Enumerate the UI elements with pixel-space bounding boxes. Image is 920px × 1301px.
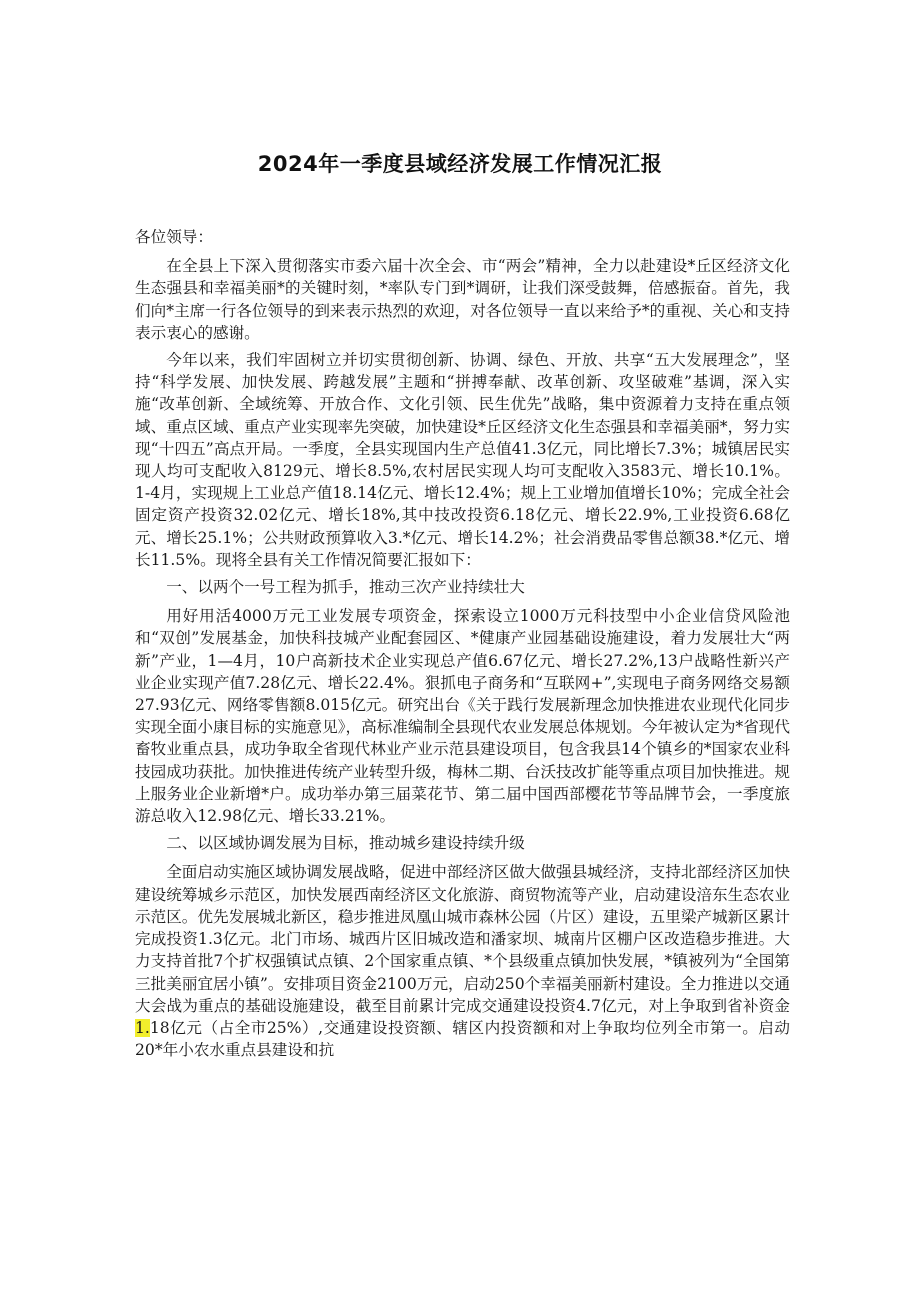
highlighted-text: 1.	[135, 1018, 150, 1037]
section1-paragraph: 用好用活4000万元工业发展专项资金，探索设立1000万元科技型中小企业信贷风险池和“双创”发展基金，加快科技城产业配套园区、*健康产业园基础设施建设，着力发展壮大“两新”产业，1—4月，10户高新技术企业实现总产值6.67亿元、增长27.2%,13户战略性新兴产业企业实现产值7.28亿元、增长22.4%。狠抓电子商务和“互联网+”,实现电子商务网络交易额27.93亿元、网络零售额8.015亿元。研究出台《关于践行发展新理念加快推进农业现代化同步实现全面小康目标的实施意见》，高标准编制全县现代农业发展总体规划。今年被认定为*省现代畜牧业重点县，成功争取全省现代林业产业示范县建设项目，包含我县14个镇乡的*国家农业科技园成功获批。加快推进传统产业转型升级，梅林二期、台沃技改扩能等重点项目加快推进。规上服务业企业新增*户。成功举办第三届菜花节、第二届中国西部樱花节等品牌节会，一季度旅游总收入12.98亿元、增长33.21%。	[135, 607, 790, 826]
section-heading-1: 一、以两个一号工程为抓手，推动三次产业持续壮大	[166, 578, 525, 597]
salutation: 各位领导：	[135, 228, 213, 246]
intro-paragraph: 在全县上下深入贯彻落实市委六届十次全会、市“两会”精神，全力以赴建设*丘区经济文化生态强县和幸福美丽*的关键时刻，*率队专门到*调研，让我们深受鼓舞，倍感振奋。首先，我们向*主席一行各位领导的到来表示热烈的欢迎，对各位领导一直以来给予*的重视、关心和支持表示衷心的感谢。	[135, 257, 790, 342]
overview-paragraph: 今年以来，我们牢固树立并切实贯彻创新、协调、绿色、开放、共享“五大发展理念”，坚持“科学发展、加快发展、跨越发展”主题和“拼搏奉献、改革创新、攻坚破难”基调，深入实施“改革创新、全域统筹、开放合作、文化引领、民生优先”战略，集中资源着力支持在重点领域、重点区域、重点产业实现率先突破，加快建设*丘区经济文化生态强县和幸福美丽*，努力实现“十四五”高点开局。一季度，全县实现国内生产总值41.3亿元，同比增长7.3%；城镇居民实现人均可支配收入8129元、增长8.5%,农村居民实现人均可支配收入3583元、增长10.1%。1-4月，实现规上工业总产值18.14亿元、增长12.4%；规上工业增加值增长10%；完成全社会固定资产投资32.02亿元、增长18%,其中技改投资6.18亿元、增长22.9%,工业投资6.68亿元、增长25.1%；公共财政预算收入3.*亿元、增长14.2%；社会消费品零售总额38.*亿元、增长11.5%。现将全县有关工作情况简要汇报如下：	[135, 351, 790, 569]
section2-paragraph	[135, 861, 790, 1061]
section2-text-before: 全面启动实施区域协调发展战略，促进中部经济区做大做强县城经济，支持北部经济区加快建设统筹城乡示范区，加快发展西南经济区文化旅游、商贸物流等产业，启动建设涪东生态农业示范区。优先发展城北新区，稳步推进凤凰山城市森林公园（片区）建设，五里梁产城新区累计完成投资1.3亿元。北门市场、城西片区旧城改造和潘家坝、城南片区棚户区改造稳步推进。大力支持首批7个扩权强镇试点镇、2个国家重点镇、*个县级重点镇加快发展，*镇被列为“全国第三批美丽宜居小镇”。安排项目资金2100万元，启动250个幸福美丽新村建设。全力推进以交通大会战为重点的基础设施建设，截至目前累计完成交通建设投资4.7亿元，对上争取到省补资金	[135, 863, 790, 1015]
section-heading-2: 二、以区域协调发展为目标，推动城乡建设持续升级	[166, 834, 525, 853]
section2-text-after: 18亿元（占全市25%）,交通建设投资额、辖区内投资额和对上争取均位列全市第一。启动20*年小农水重点县建设和抗	[135, 1018, 790, 1060]
document-body	[135, 226, 790, 1066]
document-title: 2024年一季度县域经济发展工作情况汇报	[257, 152, 663, 176]
